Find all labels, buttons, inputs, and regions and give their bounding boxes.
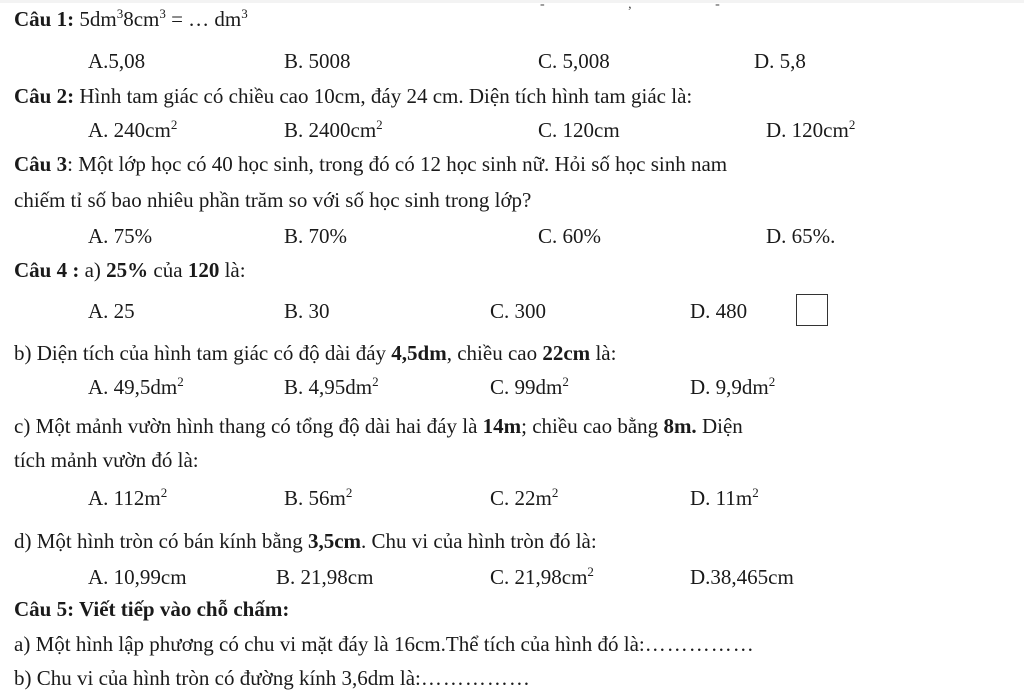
q3-option-a: A. 75%: [88, 224, 153, 248]
question-5-title: Câu 5: Viết tiếp vào chỗ chấm:: [14, 597, 290, 621]
question-4c-stem-line1: c) Một mảnh vườn hình thang có tổng độ dài hai đáy là 14m; chiều cao bằng 8m. Diện: [14, 414, 743, 438]
question-1-expr: $5dm^38cm^3$ = … $dm^3$: [79, 6, 248, 31]
q4c-option-a: A. $112m^2$: [88, 485, 168, 510]
q4d-option-a: A. 10,99cm: [88, 565, 187, 589]
q4b-option-c: C. $99dm^2$: [490, 374, 569, 399]
q4c-option-b: B. $56m^2$: [284, 485, 353, 510]
q5a-blank[interactable]: ……………: [644, 632, 755, 656]
question-2-text: Hình tam giác có chiều cao 10cm, đáy 24 cm. Diện tích hình tam giác là:: [79, 84, 693, 108]
question-5-label: Câu 5: [14, 597, 68, 621]
top-edge: [0, 0, 1024, 3]
question-4b-stem: b) Diện tích của hình tam giác có độ dài đáy 4,5dm, chiều cao 22cm là:: [14, 341, 617, 365]
question-5b: b) Chu vi của hình tròn có đường kính 3,6dm là:……………: [14, 666, 531, 690]
q1-option-b: B. 5008: [284, 49, 351, 73]
q2-option-a: A. $240cm^2$: [88, 117, 178, 142]
q1-option-c: C. 5,008: [538, 49, 610, 73]
q4c-option-c: C. $22m^2$: [490, 485, 559, 510]
question-3-label: Câu 3: [14, 152, 68, 176]
question-1-label: Câu 1:: [14, 7, 75, 31]
q5b-blank[interactable]: ……………: [420, 666, 531, 690]
q4a-option-a: A. 25: [88, 299, 135, 323]
question-4d-stem: d) Một hình tròn có bán kính bằng 3,5cm. Chu vi của hình tròn đó là:: [14, 529, 597, 553]
question-5a: a) Một hình lập phương có chu vi mặt đáy là 16cm.Thể tích của hình đó là:……………: [14, 632, 755, 656]
q3-option-d: D. 65%.: [766, 224, 836, 248]
top-marks: - , -: [540, 0, 760, 12]
q3-option-b: B. 70%: [284, 224, 347, 248]
question-1-stem: [14, 5, 248, 33]
q4d-option-c: C. $21,98cm^2$: [490, 564, 594, 589]
q2-option-d: D. $120cm^2$: [766, 117, 856, 142]
q1-option-a: A.5,08: [88, 49, 146, 73]
q3-option-c: C. 60%: [538, 224, 601, 248]
q4a-option-b: B. 30: [284, 299, 330, 323]
question-3-stem-line2: chiếm tỉ số bao nhiêu phần trăm so với số học sinh trong lớp?: [14, 188, 532, 212]
q4b-option-b: B. $4,95dm^2$: [284, 374, 379, 399]
question-3-stem-line1: Câu 3: Một lớp học có 40 học sinh, trong đó có 12 học sinh nữ. Hỏi số học sinh nam: [14, 152, 728, 176]
q4b-option-d: D. $9,9dm^2$: [690, 374, 776, 399]
q2-option-b: B. $2400cm^2$: [284, 117, 383, 142]
question-4c-stem-line2: tích mảnh vườn đó là:: [14, 448, 199, 472]
question-4a-stem: Câu 4 : a) 25% của 120 là:: [14, 258, 246, 282]
question-2-stem: [14, 82, 692, 110]
q4c-option-d: D. $11m^2$: [690, 485, 759, 510]
q1-option-d: D. 5,8: [754, 49, 806, 73]
q4a-option-c: C. 300: [490, 299, 547, 323]
question-4-label: Câu 4 :: [14, 258, 80, 282]
q4d-option-b: B. 21,98cm: [276, 565, 374, 589]
question-2-label: Câu 2:: [14, 84, 75, 108]
q4a-option-d: D. 480: [690, 299, 748, 323]
answer-checkbox[interactable]: [796, 294, 828, 326]
q4d-option-d: D.38,465cm: [690, 565, 794, 589]
q2-option-c: C. 120cm: [538, 118, 620, 142]
q4b-option-a: A. $49,5dm^2$: [88, 374, 184, 399]
